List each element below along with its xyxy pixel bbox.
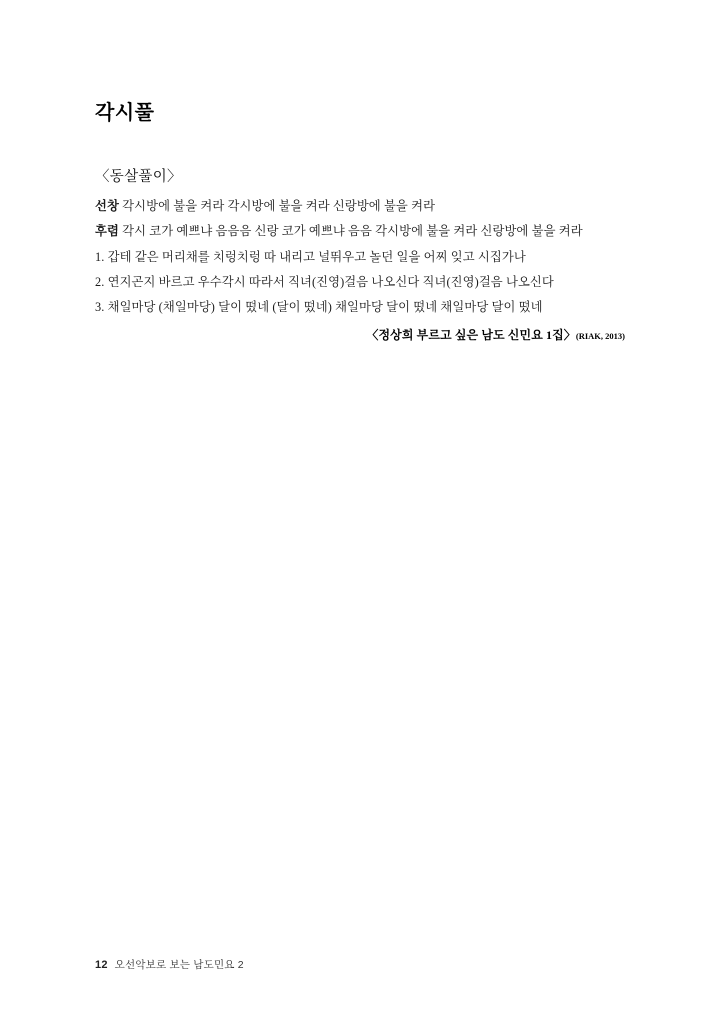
source-citation xyxy=(95,326,625,343)
source-title: 〈정상희 부르고 싶은 남도 신민요 1집〉 xyxy=(366,328,576,343)
lyric-tag-refrain: 후렴 xyxy=(95,224,119,239)
lyric-line-verse-3: 3. 채일마당 (채일마당) 달이 떴네 (달이 떴네) 채일마당 달이 떴네 채일마당 달이 떴네 xyxy=(95,300,543,315)
lyric-line-verse-2: 2. 연지곤지 바르고 우수각시 따라서 직녀(진영)걸음 나오신다 직녀(진영)걸음 나오신다 xyxy=(95,274,554,289)
lyric-line-lead xyxy=(95,200,625,212)
source-publisher: (RIAK, 2013) xyxy=(575,331,625,342)
lyric-text-refrain: 각시 코가 예쁘냐 음음음 신랑 코가 예쁘냐 음음 각시방에 불을 켜라 신랑방에 불을 켜라 xyxy=(122,224,583,239)
page-number: 12 xyxy=(95,959,108,971)
page-footer xyxy=(95,957,244,972)
lyric-text-lead: 각시방에 불을 켜라 각시방에 불을 켜라 신랑방에 불을 켜라 xyxy=(122,199,436,213)
lyric-tag-lead: 선창 xyxy=(95,199,119,213)
footer-book-title: 오선악보로 보는 남도민요 2 xyxy=(114,959,244,971)
lyric-line-refrain xyxy=(95,225,625,237)
page-content xyxy=(95,96,625,355)
page-title: 각시풀 xyxy=(95,102,155,124)
song-subtitle: 〈동살풀이〉 xyxy=(95,169,182,185)
lyric-line-verse-1: 1. 갑테 같은 머리채를 치렁치렁 따 내리고 널뛰우고 놀던 일을 어찌 잊고 시집가나 xyxy=(95,249,526,264)
